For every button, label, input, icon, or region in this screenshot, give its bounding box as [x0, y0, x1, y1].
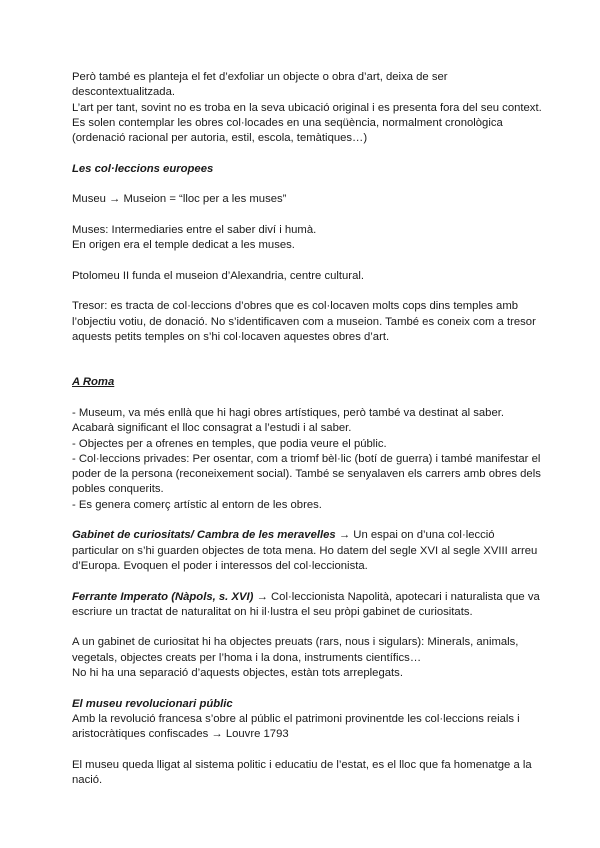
ferrante-text: → Col·leccionista Napolità, apotecari i naturalista que va escriure un tractat de naturalitat on hi il·lustra el seu pròpi gabinet de curiositats. — [72, 590, 540, 618]
intro-paragraph-2: L’art per tant, sovint no es troba en la seva ubicació original i es presenta fora del seu context. — [72, 101, 542, 114]
roma-bullet-2: - Objectes per a ofrenes en temples, que podia veure el públic. — [72, 437, 387, 450]
roma-bullet-3: - Col·leccions privades: Per osentar, com a triomf bèl·lic (botí de guerra) i també manifestar el poder de la persona (reconeixement social). També se senyalaven els carrers amb obres dels pobles conquerits. — [72, 452, 541, 496]
revolucionari-paragraph: Amb la revolució francesa s’obre al públic el patrimoni provinentde les col·leccions reials i aristocràtiques confiscades → Louvre 1793 — [72, 712, 520, 741]
gabinet-term: Gabinet de curiositats/ Cambra de les meravelles — [72, 529, 336, 542]
gabinet-paragraph — [72, 528, 542, 574]
heading-collections-europe: Les col·leccions europees — [72, 162, 214, 175]
museu-definition: Museu → Museion = “lloc per a les muses” — [72, 193, 287, 206]
curiositat-line-2: No hi ha una separació d’aquests objectes, estàn tots arreplegats. — [72, 666, 403, 679]
roma-bullet-1: - Museum, va més enllà que hi hagi obres artístiques, però també va destinat al saber. Acabarà significant el lloc consagrat a l’estudi i al saber. — [72, 406, 505, 435]
curiositat-line-1: A un gabinet de curiositat hi ha objectes preuats (rars, nous i sigulars): Minerals, animals, vegetals, objectes creats per l’homa i la dona, instruments científics… — [72, 636, 519, 664]
ferrante-term: Ferrante Imperato (Nàpols, s. XVI) — [72, 590, 254, 603]
muses-line-2: En origen era el temple dedicat a les muses. — [72, 239, 295, 252]
intro-paragraph-1: Però també es planteja el fet d’exfoliar un objecte o obra d’art, deixa de ser descontextualitzada. — [72, 71, 448, 99]
muses-line-1: Muses: Intermediaries entre el saber diví i humà. — [72, 223, 317, 236]
tresor-paragraph: Tresor: es tracta de col·leccions d’obres que es col·locaven molts cops dins temples amb l’objectiu votiu, de donació. No s’identificaven com a museion. També es coneix com a tresor aquests petits temples on s’hi col·locaven aquestes obres d’art. — [72, 300, 536, 344]
intro-paragraph-3: Es solen contemplar les obres col·locades en una seqüència, normalment cronològica (ordenació racional per autoria, estil, escola, temàtiques…) — [72, 116, 503, 145]
ferrante-paragraph — [72, 590, 542, 621]
ptolomeu-line: Ptolomeu II funda el museion d’Alexandria, centre cultural. — [72, 269, 364, 282]
estat-paragraph: El museu queda lligat al sistema politic i educatiu de l’estat, es el lloc que fa homenatge a la nació. — [72, 758, 532, 787]
roma-bullet-4: - Es genera comerç artístic al entorn de les obres. — [72, 498, 322, 511]
gabinet-text: → Un espai on d’una col·lecció particular on s’hi guarden objectes de tota mena. Ho datem del segle XVI al segle XVIII arreu d’Europa. Evoquen el poder i interessos del col·leccionista. — [72, 529, 538, 572]
heading-roma: A Roma — [72, 376, 115, 389]
document-page — [72, 70, 542, 788]
heading-museu-revolucionari: El museu revolucionari públic — [72, 697, 233, 710]
